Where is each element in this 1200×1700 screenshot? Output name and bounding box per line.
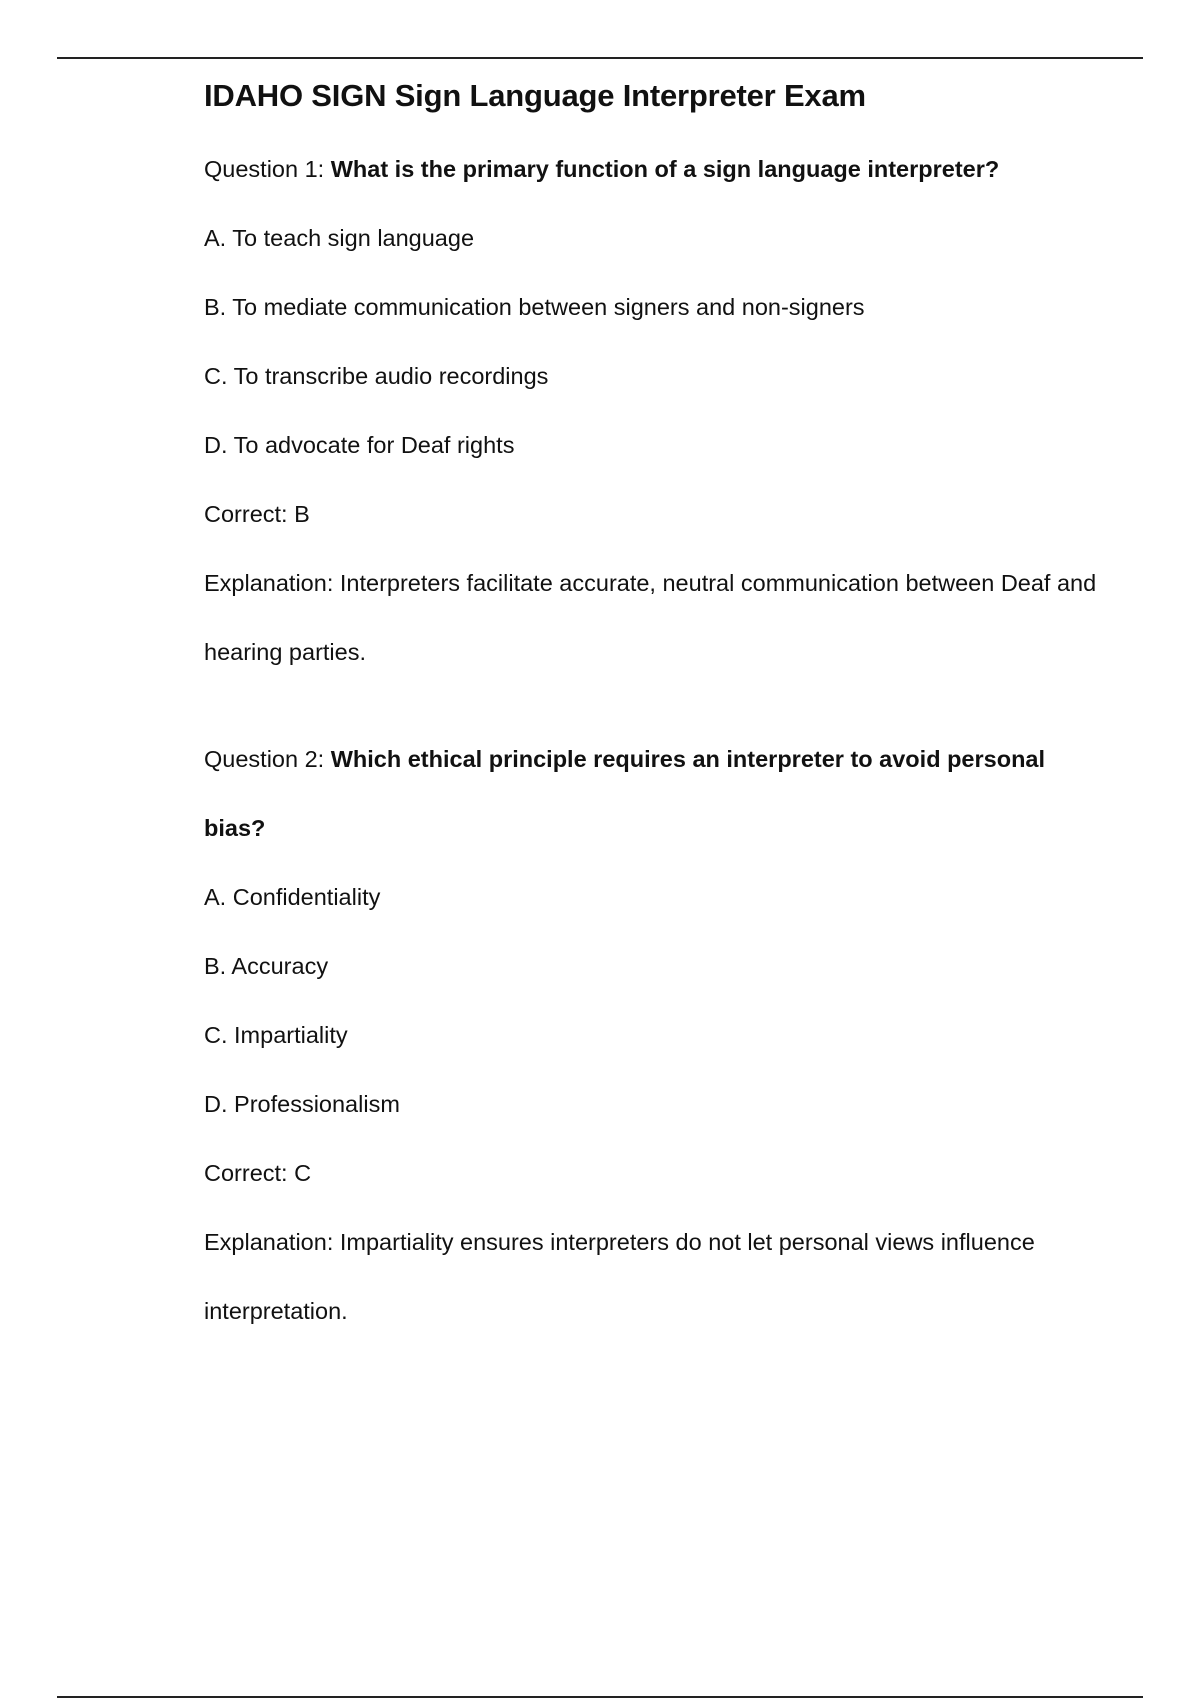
question-2-option-b: B. Accuracy (204, 953, 329, 979)
question-2-prompt (204, 725, 1104, 863)
question-1-option-b: B. To mediate communication between signers and non-signers (204, 294, 865, 320)
question-2-explanation: Explanation: Impartiality ensures interpreters do not let personal views influence interpretation. (204, 1229, 1035, 1324)
question-1 (204, 135, 1104, 687)
document-body (204, 72, 1104, 1346)
question-2-option-a: A. Confidentiality (204, 884, 381, 910)
question-2-label: Question 2: (204, 746, 331, 772)
question-1-label: Question 1: (204, 156, 331, 182)
question-2-stem: Which ethical principle requires an interpreter to avoid personal bias? (204, 746, 1046, 841)
question-2-correct-answer: Correct: C (204, 1160, 312, 1186)
question-1-correct-answer: Correct: B (204, 501, 310, 527)
question-1-stem: What is the primary function of a sign language interpreter? (330, 156, 1000, 182)
question-1-option-d: D. To advocate for Deaf rights (204, 432, 515, 458)
question-2 (204, 725, 1104, 1346)
question-1-option-c: C. To transcribe audio recordings (204, 363, 549, 389)
question-2-option-d: D. Professionalism (204, 1091, 400, 1117)
question-1-prompt (204, 135, 1104, 204)
document-title: IDAHO SIGN Sign Language Interpreter Exam (204, 78, 866, 113)
header-rule (57, 57, 1143, 59)
question-1-option-a: A. To teach sign language (204, 225, 475, 251)
question-1-explanation: Explanation: Interpreters facilitate accurate, neutral communication between Deaf and hearing parties. (204, 570, 1097, 665)
footer-rule (57, 1696, 1143, 1698)
question-2-option-c: C. Impartiality (204, 1022, 348, 1048)
